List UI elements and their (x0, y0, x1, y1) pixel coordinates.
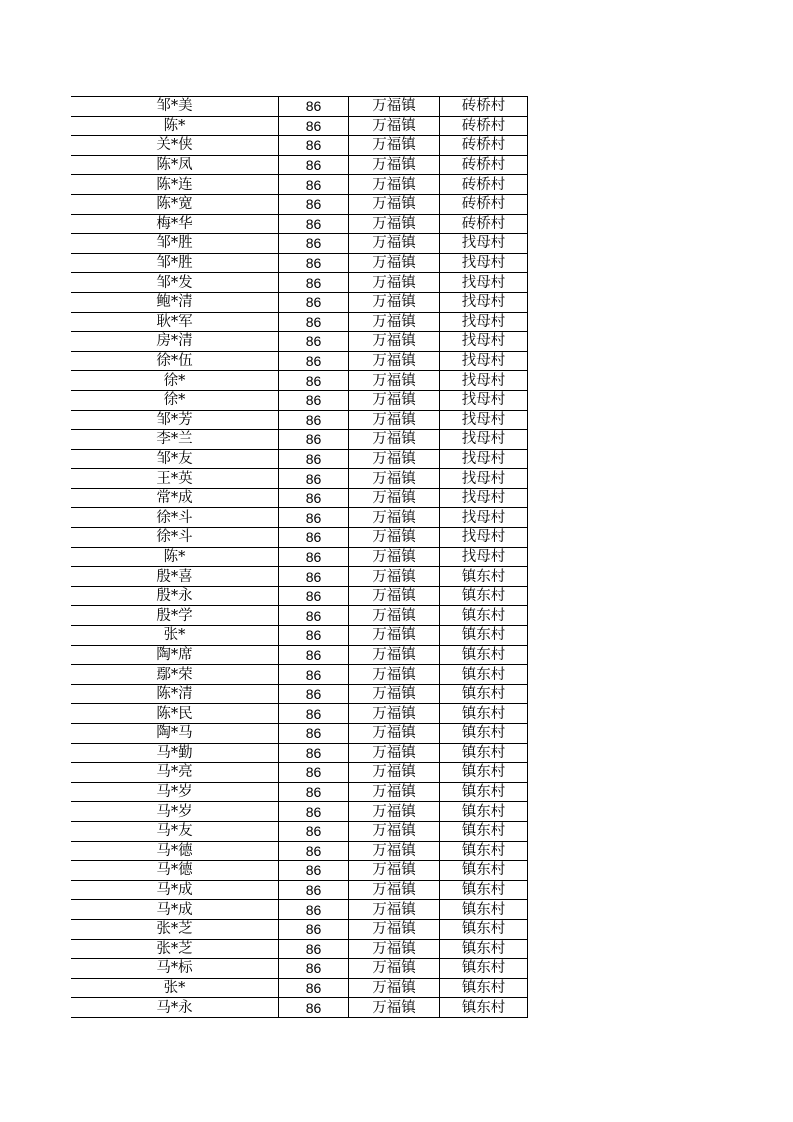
village-cell: 找母村 (440, 253, 528, 273)
name-cell: 邹*芳 (71, 410, 279, 430)
name-cell: 邹*胜 (71, 253, 279, 273)
table-row (71, 998, 528, 1018)
village-cell: 镇东村 (440, 919, 528, 939)
village-cell: 砖桥村 (440, 97, 528, 117)
village-cell: 找母村 (440, 351, 528, 371)
number-cell: 86 (279, 665, 349, 685)
table-row (71, 488, 528, 508)
town-cell: 万福镇 (349, 645, 440, 665)
village-cell: 镇东村 (440, 959, 528, 979)
table-row (71, 841, 528, 861)
table-row (71, 724, 528, 744)
name-cell: 陈*凤 (71, 155, 279, 175)
number-cell: 86 (279, 919, 349, 939)
table-row (71, 469, 528, 489)
village-cell: 镇东村 (440, 665, 528, 685)
name-cell: 邹*友 (71, 449, 279, 469)
name-cell: 徐* (71, 390, 279, 410)
name-cell: 马*成 (71, 880, 279, 900)
name-cell: 陶*席 (71, 645, 279, 665)
town-cell: 万福镇 (349, 821, 440, 841)
table-row (71, 665, 528, 685)
name-cell: 邹*发 (71, 273, 279, 293)
village-cell: 镇东村 (440, 861, 528, 881)
table-row (71, 547, 528, 567)
village-cell: 砖桥村 (440, 116, 528, 136)
name-cell: 邹*美 (71, 97, 279, 117)
town-cell: 万福镇 (349, 449, 440, 469)
table-row (71, 802, 528, 822)
name-cell: 陈*连 (71, 175, 279, 195)
village-cell: 找母村 (440, 332, 528, 352)
number-cell: 86 (279, 743, 349, 763)
town-cell: 万福镇 (349, 312, 440, 332)
name-cell: 鲍*清 (71, 292, 279, 312)
table-row (71, 861, 528, 881)
town-cell: 万福镇 (349, 684, 440, 704)
table-row (71, 136, 528, 156)
village-cell: 镇东村 (440, 704, 528, 724)
town-cell: 万福镇 (349, 390, 440, 410)
name-cell: 陈* (71, 547, 279, 567)
number-cell: 86 (279, 586, 349, 606)
village-cell: 镇东村 (440, 841, 528, 861)
table-row (71, 390, 528, 410)
town-cell: 万福镇 (349, 469, 440, 489)
table-row (71, 214, 528, 234)
data-table (71, 96, 528, 1018)
village-cell: 找母村 (440, 390, 528, 410)
number-cell: 86 (279, 97, 349, 117)
name-cell: 李*兰 (71, 430, 279, 450)
name-cell: 陈*民 (71, 704, 279, 724)
number-cell: 86 (279, 116, 349, 136)
village-cell: 镇东村 (440, 763, 528, 783)
number-cell: 86 (279, 782, 349, 802)
town-cell: 万福镇 (349, 488, 440, 508)
town-cell: 万福镇 (349, 919, 440, 939)
town-cell: 万福镇 (349, 567, 440, 587)
table-row (71, 508, 528, 528)
town-cell: 万福镇 (349, 959, 440, 979)
table-body (71, 97, 528, 1018)
village-cell: 镇东村 (440, 900, 528, 920)
town-cell: 万福镇 (349, 547, 440, 567)
town-cell: 万福镇 (349, 704, 440, 724)
number-cell: 86 (279, 234, 349, 254)
town-cell: 万福镇 (349, 586, 440, 606)
name-cell: 马*亮 (71, 763, 279, 783)
village-cell: 镇东村 (440, 684, 528, 704)
name-cell: 王*英 (71, 469, 279, 489)
number-cell: 86 (279, 645, 349, 665)
table-row (71, 939, 528, 959)
village-cell: 找母村 (440, 528, 528, 548)
town-cell: 万福镇 (349, 626, 440, 646)
number-cell: 86 (279, 861, 349, 881)
name-cell: 常*成 (71, 488, 279, 508)
town-cell: 万福镇 (349, 743, 440, 763)
town-cell: 万福镇 (349, 606, 440, 626)
town-cell: 万福镇 (349, 880, 440, 900)
number-cell: 86 (279, 900, 349, 920)
village-cell: 砖桥村 (440, 175, 528, 195)
number-cell: 86 (279, 567, 349, 587)
name-cell: 徐* (71, 371, 279, 391)
name-cell: 张*芝 (71, 939, 279, 959)
village-cell: 找母村 (440, 449, 528, 469)
number-cell: 86 (279, 508, 349, 528)
town-cell: 万福镇 (349, 841, 440, 861)
name-cell: 陈*宽 (71, 194, 279, 214)
town-cell: 万福镇 (349, 998, 440, 1018)
town-cell: 万福镇 (349, 332, 440, 352)
village-cell: 找母村 (440, 508, 528, 528)
village-cell: 找母村 (440, 410, 528, 430)
number-cell: 86 (279, 841, 349, 861)
name-cell: 邹*胜 (71, 234, 279, 254)
name-cell: 梅*华 (71, 214, 279, 234)
village-cell: 镇东村 (440, 939, 528, 959)
table-row (71, 763, 528, 783)
table-row (71, 410, 528, 430)
name-cell: 关*侠 (71, 136, 279, 156)
number-cell: 86 (279, 273, 349, 293)
town-cell: 万福镇 (349, 861, 440, 881)
village-cell: 镇东村 (440, 724, 528, 744)
number-cell: 86 (279, 430, 349, 450)
name-cell: 张* (71, 626, 279, 646)
name-cell: 马*标 (71, 959, 279, 979)
village-cell: 镇东村 (440, 782, 528, 802)
village-cell: 找母村 (440, 488, 528, 508)
table-row (71, 782, 528, 802)
village-cell: 找母村 (440, 371, 528, 391)
town-cell: 万福镇 (349, 939, 440, 959)
village-cell: 镇东村 (440, 645, 528, 665)
table-row (71, 684, 528, 704)
table-row (71, 959, 528, 979)
town-cell: 万福镇 (349, 410, 440, 430)
town-cell: 万福镇 (349, 253, 440, 273)
table-row (71, 116, 528, 136)
village-cell: 镇东村 (440, 821, 528, 841)
village-cell: 找母村 (440, 547, 528, 567)
number-cell: 86 (279, 410, 349, 430)
number-cell: 86 (279, 175, 349, 195)
number-cell: 86 (279, 547, 349, 567)
name-cell: 殷*永 (71, 586, 279, 606)
number-cell: 86 (279, 998, 349, 1018)
table-row (71, 194, 528, 214)
town-cell: 万福镇 (349, 724, 440, 744)
table-row (71, 175, 528, 195)
name-cell: 马*德 (71, 861, 279, 881)
number-cell: 86 (279, 978, 349, 998)
number-cell: 86 (279, 959, 349, 979)
number-cell: 86 (279, 390, 349, 410)
name-cell: 马*勤 (71, 743, 279, 763)
table-row (71, 292, 528, 312)
name-cell: 张* (71, 978, 279, 998)
village-cell: 砖桥村 (440, 155, 528, 175)
town-cell: 万福镇 (349, 136, 440, 156)
name-cell: 殷*喜 (71, 567, 279, 587)
table-row (71, 449, 528, 469)
village-cell: 镇东村 (440, 567, 528, 587)
table-row (71, 371, 528, 391)
town-cell: 万福镇 (349, 528, 440, 548)
town-cell: 万福镇 (349, 802, 440, 822)
table-row (71, 645, 528, 665)
number-cell: 86 (279, 332, 349, 352)
town-cell: 万福镇 (349, 292, 440, 312)
number-cell: 86 (279, 214, 349, 234)
number-cell: 86 (279, 312, 349, 332)
table-row (71, 586, 528, 606)
name-cell: 陈*清 (71, 684, 279, 704)
village-cell: 找母村 (440, 292, 528, 312)
table-row (71, 821, 528, 841)
village-cell: 找母村 (440, 469, 528, 489)
village-cell: 镇东村 (440, 586, 528, 606)
name-cell: 房*清 (71, 332, 279, 352)
name-cell: 殷*学 (71, 606, 279, 626)
town-cell: 万福镇 (349, 214, 440, 234)
table-row (71, 273, 528, 293)
village-cell: 镇东村 (440, 802, 528, 822)
table-row (71, 919, 528, 939)
town-cell: 万福镇 (349, 351, 440, 371)
village-cell: 砖桥村 (440, 136, 528, 156)
table-row (71, 430, 528, 450)
table-row (71, 155, 528, 175)
village-cell: 砖桥村 (440, 214, 528, 234)
number-cell: 86 (279, 880, 349, 900)
village-cell: 镇东村 (440, 998, 528, 1018)
table-row (71, 626, 528, 646)
table-row (71, 528, 528, 548)
table-row (71, 567, 528, 587)
number-cell: 86 (279, 606, 349, 626)
number-cell: 86 (279, 528, 349, 548)
number-cell: 86 (279, 704, 349, 724)
village-cell: 砖桥村 (440, 194, 528, 214)
town-cell: 万福镇 (349, 175, 440, 195)
town-cell: 万福镇 (349, 763, 440, 783)
number-cell: 86 (279, 155, 349, 175)
number-cell: 86 (279, 724, 349, 744)
town-cell: 万福镇 (349, 978, 440, 998)
number-cell: 86 (279, 253, 349, 273)
town-cell: 万福镇 (349, 234, 440, 254)
table-row (71, 253, 528, 273)
table-row (71, 97, 528, 117)
table-row (71, 332, 528, 352)
name-cell: 马*德 (71, 841, 279, 861)
name-cell: 徐*伍 (71, 351, 279, 371)
town-cell: 万福镇 (349, 273, 440, 293)
village-cell: 镇东村 (440, 606, 528, 626)
village-cell: 镇东村 (440, 743, 528, 763)
town-cell: 万福镇 (349, 155, 440, 175)
number-cell: 86 (279, 821, 349, 841)
town-cell: 万福镇 (349, 97, 440, 117)
name-cell: 张*芝 (71, 919, 279, 939)
number-cell: 86 (279, 449, 349, 469)
table-row (71, 900, 528, 920)
table-row (71, 978, 528, 998)
table-row (71, 606, 528, 626)
village-cell: 找母村 (440, 273, 528, 293)
number-cell: 86 (279, 136, 349, 156)
table-row (71, 704, 528, 724)
number-cell: 86 (279, 469, 349, 489)
table-row (71, 880, 528, 900)
name-cell: 马*友 (71, 821, 279, 841)
village-cell: 镇东村 (440, 880, 528, 900)
village-cell: 镇东村 (440, 978, 528, 998)
town-cell: 万福镇 (349, 782, 440, 802)
name-cell: 马*成 (71, 900, 279, 920)
town-cell: 万福镇 (349, 371, 440, 391)
village-cell: 找母村 (440, 312, 528, 332)
number-cell: 86 (279, 371, 349, 391)
village-cell: 找母村 (440, 234, 528, 254)
town-cell: 万福镇 (349, 430, 440, 450)
town-cell: 万福镇 (349, 665, 440, 685)
number-cell: 86 (279, 939, 349, 959)
number-cell: 86 (279, 626, 349, 646)
number-cell: 86 (279, 292, 349, 312)
table-row (71, 312, 528, 332)
table-row (71, 234, 528, 254)
number-cell: 86 (279, 194, 349, 214)
name-cell: 耿*军 (71, 312, 279, 332)
name-cell: 陈* (71, 116, 279, 136)
name-cell: 鄢*荣 (71, 665, 279, 685)
village-cell: 找母村 (440, 430, 528, 450)
town-cell: 万福镇 (349, 508, 440, 528)
number-cell: 86 (279, 802, 349, 822)
number-cell: 86 (279, 684, 349, 704)
name-cell: 马*永 (71, 998, 279, 1018)
village-cell: 镇东村 (440, 626, 528, 646)
name-cell: 陶*马 (71, 724, 279, 744)
name-cell: 马*岁 (71, 802, 279, 822)
name-cell: 徐*斗 (71, 508, 279, 528)
table-row (71, 743, 528, 763)
number-cell: 86 (279, 488, 349, 508)
number-cell: 86 (279, 351, 349, 371)
table-row (71, 351, 528, 371)
name-cell: 马*岁 (71, 782, 279, 802)
town-cell: 万福镇 (349, 194, 440, 214)
town-cell: 万福镇 (349, 900, 440, 920)
number-cell: 86 (279, 763, 349, 783)
name-cell: 徐*斗 (71, 528, 279, 548)
town-cell: 万福镇 (349, 116, 440, 136)
